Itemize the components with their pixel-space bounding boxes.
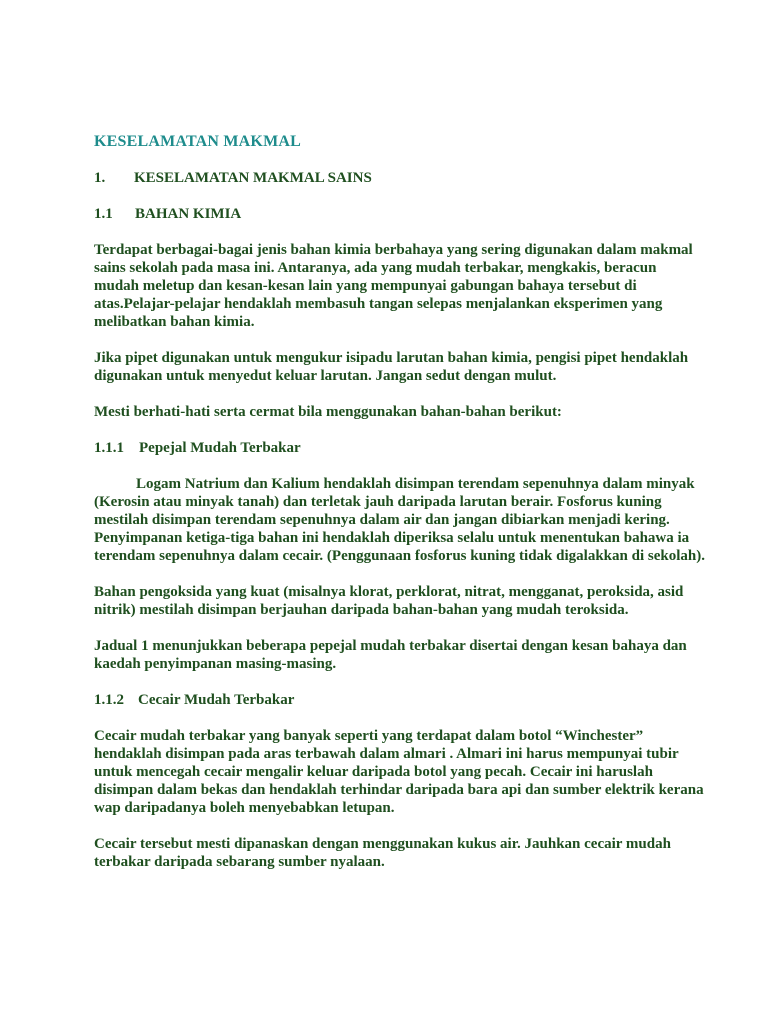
paragraph-pipet (94, 349, 724, 385)
text-line: terbakar daripada sebarang sumber nyalaan. (94, 854, 385, 870)
paragraph-pengoksida (94, 583, 724, 619)
paragraph-cecair (94, 727, 724, 817)
document-body (94, 133, 724, 889)
section-number: 1. (94, 170, 106, 186)
section-number: 1.1.1 (94, 440, 124, 456)
text-line: disimpan dalam bekas dan hendaklah terhindar daripada bara api dan sumber elektrik kerana (94, 782, 704, 798)
text-line: melibatkan bahan kimia. (94, 314, 255, 330)
text-line: wap daripadanya boleh menyebabkan letupan. (94, 800, 395, 816)
text-line: digunakan untuk menyedut keluar larutan. Jangan sedut dengan mulut. (94, 368, 557, 384)
paragraph-jadual (94, 637, 724, 673)
text-line-content: Logam Natrium dan Kalium hendaklah disimpan terendam sepenuhnya dalam minyak (136, 476, 695, 492)
text-line: (Kerosin atau minyak tanah) dan terletak jauh daripada larutan berair. Fosforus kuning (94, 494, 662, 510)
text-line: kaedah penyimpanan masing-masing. (94, 656, 337, 672)
section-title: Cecair Mudah Terbakar (138, 692, 295, 708)
paragraph-bahan-kimia (94, 241, 724, 331)
section-title: Pepejal Mudah Terbakar (139, 440, 301, 456)
text-line: Cecair tersebut mesti dipanaskan dengan menggunakan kukus air. Jauhkan cecair mudah (94, 836, 671, 852)
section-heading-1-1 (94, 205, 724, 223)
document-title: KESELAMATAN MAKMAL (94, 133, 302, 150)
text-line: Penyimpanan ketiga-tiga bahan ini hendaklah diperiksa selalu untuk menentukan bahawa ia (94, 530, 690, 546)
text-line: nitrik) mestilah disimpan berjauhan daripada bahan-bahan yang mudah teroksida. (94, 602, 629, 618)
text-line: Terdapat berbagai-bagai jenis bahan kimia berbahaya yang sering digunakan dalam makmal (94, 242, 693, 258)
text-line: untuk mencegah cecair mengalir keluar daripada botol yang pecah. Cecair ini haruslah (94, 764, 653, 780)
text-line: sains sekolah pada masa ini. Antaranya, ada yang mudah terbakar, mengkakis, beracun (94, 260, 657, 276)
section-number: 1.1 (94, 206, 113, 222)
text-line: mestilah disimpan terendam sepenuhnya dalam air dan jangan dibiarkan menjadi kering. (94, 512, 670, 528)
section-heading-1-1-2 (94, 691, 724, 709)
text-line: terendam sepenuhnya dalam cecair. (Penggunaan fosforus kuning tidak digalakkan di sekolah). (94, 548, 705, 564)
paragraph-logam (94, 475, 724, 565)
text-line: hendaklah disimpan pada aras terbawah dalam almari . Almari ini harus mempunyai tubir (94, 746, 679, 762)
paragraph-berhati-hati (94, 403, 724, 421)
text-line (94, 475, 724, 493)
section-heading-1 (94, 169, 724, 187)
section-title: BAHAN KIMIA (135, 206, 242, 222)
text-line: Jadual 1 menunjukkan beberapa pepejal mudah terbakar disertai dengan kesan bahaya dan (94, 638, 687, 654)
section-heading-1-1-1 (94, 439, 724, 457)
section-title: KESELAMATAN MAKMAL SAINS (134, 170, 372, 186)
text-line: mudah meletup dan kesan-kesan lain yang mempunyai gabungan bahaya tersebut di (94, 278, 637, 294)
text-line: Jika pipet digunakan untuk mengukur isipadu larutan bahan kimia, pengisi pipet hendaklah (94, 350, 689, 366)
text-line: Mesti berhati-hati serta cermat bila menggunakan bahan-bahan berikut: (94, 404, 562, 420)
text-line: atas.Pelajar-pelajar hendaklah membasuh tangan selepas menjalankan eksperimen yang (94, 296, 663, 312)
section-number: 1.1.2 (94, 692, 124, 708)
text-line: Bahan pengoksida yang kuat (misalnya klorat, perklorat, nitrat, mengganat, peroksida, asid (94, 584, 684, 600)
paragraph-kukus-air (94, 835, 724, 871)
text-line: Cecair mudah terbakar yang banyak seperti yang terdapat dalam botol “Winchester” (94, 728, 644, 744)
